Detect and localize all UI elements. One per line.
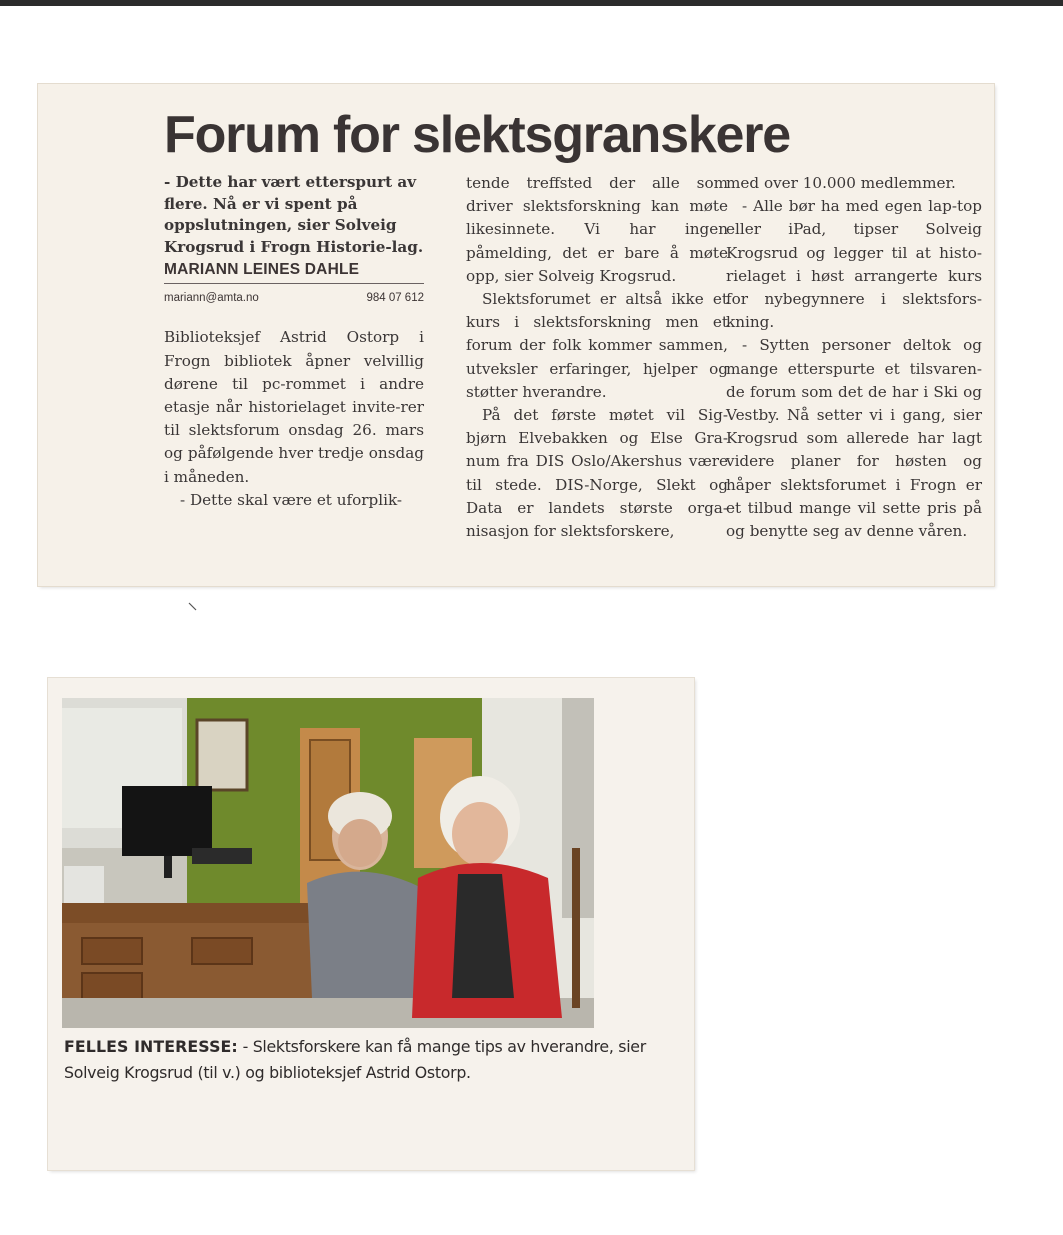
body-paragraph: - Sytten personer deltok og mange etterspurte et tilsvaren-de forum som det de har i Ski og Vestby. Nå setter vi i gang, sier Krogsrud som allerede har lagt videre planer for høsten og håper slektsforumet i Frogn er et tilbud mange vil sette pris på og benytte seg av denne våren. xyxy=(726,336,982,541)
article-headline: Forum for slektsgranskere xyxy=(164,106,791,164)
article-clipping xyxy=(38,84,994,586)
caption-label: FELLES INTERESSE: xyxy=(64,1037,238,1056)
article-ingress: - Dette har vært etterspurt av flere. Nå er vi spent på oppslutningen, sier Solveig Krogsrud i Frogn Historie-lag. xyxy=(164,173,424,256)
article-column-2 xyxy=(466,172,728,543)
article-column-3 xyxy=(726,172,982,543)
body-paragraph: med over 10.000 medlemmer. xyxy=(726,174,956,192)
library-scene-illustration xyxy=(62,698,594,1028)
photo-clipping xyxy=(48,678,694,1170)
body-paragraph: På det første møtet vil Sig-bjørn Elvebakken og Else Gra-num fra DIS Oslo/Akershus være til stede. DIS-Norge, Slekt og Data er landets største orga-nisasjon for slektsforskere, xyxy=(466,406,728,541)
caption-text: - Slektsforskere kan få mange tips av hverandre, sier Solveig Krogsrud (til v.) og biblioteksjef Astrid Ostorp. xyxy=(64,1037,646,1082)
author-phone: 984 07 612 xyxy=(366,292,424,305)
author-contact xyxy=(164,287,424,310)
scanner-edge xyxy=(0,0,1063,6)
photo-caption xyxy=(64,1034,684,1086)
article-column-1 xyxy=(164,172,424,512)
news-photo xyxy=(62,698,594,1028)
body-paragraph: Biblioteksjef Astrid Ostorp i Frogn bibliotek åpner velvillig dørene til pc-rommet i andre etasje når historielaget invite-rer til slektsforum onsdag 26. mars og påfølgende hver tredje onsdag i måneden. xyxy=(164,328,424,486)
dust-speck xyxy=(188,602,198,612)
body-paragraph: - Alle bør ha med egen lap-top eller iPad, tipser Solveig Krogsrud og legger til at histo-rielaget i høst arrangerte kurs for nybegynnere i slektsfors-kning. xyxy=(726,197,982,332)
author-byline: MARIANN LEINES DAHLE xyxy=(164,258,424,284)
author-email: mariann@amta.no xyxy=(164,292,259,305)
body-paragraph: tende treffsted der alle som driver slektsforskning kan møte likesinnete. Vi har ingen påmelding, det er bare å møte opp, sier Solveig Krogsrud. xyxy=(466,174,728,285)
body-paragraph: Slektsforumet er altså ikke et kurs i slektsforskning men et forum der folk kommer sammen, utveksler erfaringer, hjelper og støtter hverandre. xyxy=(466,290,728,401)
body-paragraph: - Dette skal være et uforplik- xyxy=(180,490,403,509)
